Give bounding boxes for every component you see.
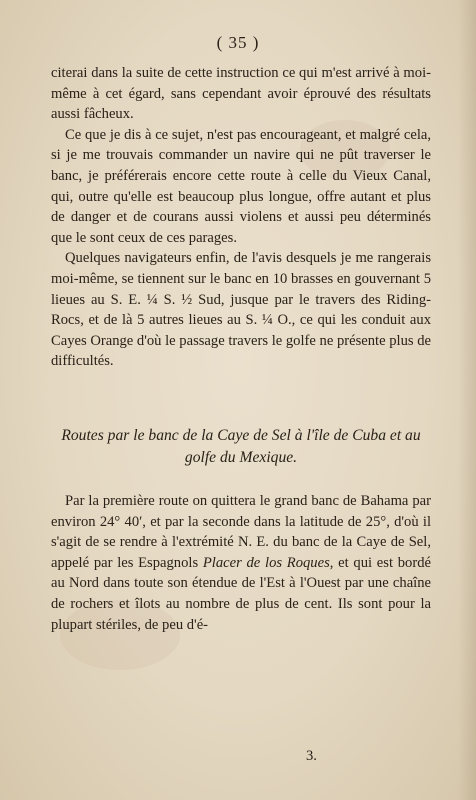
paragraph: Quelques navigateurs enfin, de l'avis desquels je me rangerais moi-même, se tiennent sur le banc en 10 brasses en gouvernant 5 lieues au S. E. ¼ S. ½ Sud, jusque par le travers des Riding-Rocs, et de là 5 autres lieues au S. ¼ O., ce qui les conduit aux Cayes Orange d'où le passage travers le golfe ne présente plus de difficultés. xyxy=(51,250,431,370)
signature-mark: 3. xyxy=(306,748,317,764)
paragraph-continuation: citerai dans la suite de cette instruction ce qui m'est arrivé à moi-même à cet égard, sans cependant avoir éprouvé des résultats aussi fâcheux. xyxy=(51,65,431,123)
paragraph-text-start: Par la première route on quittera le grand banc de Bahama par environ 24° 40′, et par la seconde dans la latitude de 25°, d'où il s'agit de se rendre à l'extrémité N. E. du banc de la Caye de Sel, appelé par les Espagnols xyxy=(51,493,431,571)
paragraph: Ce que je dis à ce sujet, n'est pas encourageant, et malgré cela, si je me trouvais commander un navire qui ne pût traverser le banc, je préférerais encore cette route à celle du Vieux Canal, qui, outre qu'elle est beaucoup plus longue, offre autant et plus de danger et de courans aussi violens et aussi peu déterminés que le sont ceux de ces parages. xyxy=(51,126,431,246)
paragraph xyxy=(51,491,431,635)
paragraph-text-end: , et qui est bordé au Nord dans toute son étendue de l'Est à l'Ouest par une chaîne de rochers et îlots au nombre de plus de cent. Ils sont pour la plupart stériles, de peu d'é- xyxy=(51,554,431,633)
page-number: ( 35 ) xyxy=(216,33,260,52)
body-text-bottom xyxy=(51,491,431,635)
section-heading: Routes par le banc de la Caye de Sel à l'île de Cuba et au golfe du Mexique. xyxy=(61,427,421,466)
page-edge-shadow xyxy=(458,0,476,800)
body-text-top xyxy=(51,63,431,372)
italic-place-name: Placer de los Roques xyxy=(202,554,330,571)
